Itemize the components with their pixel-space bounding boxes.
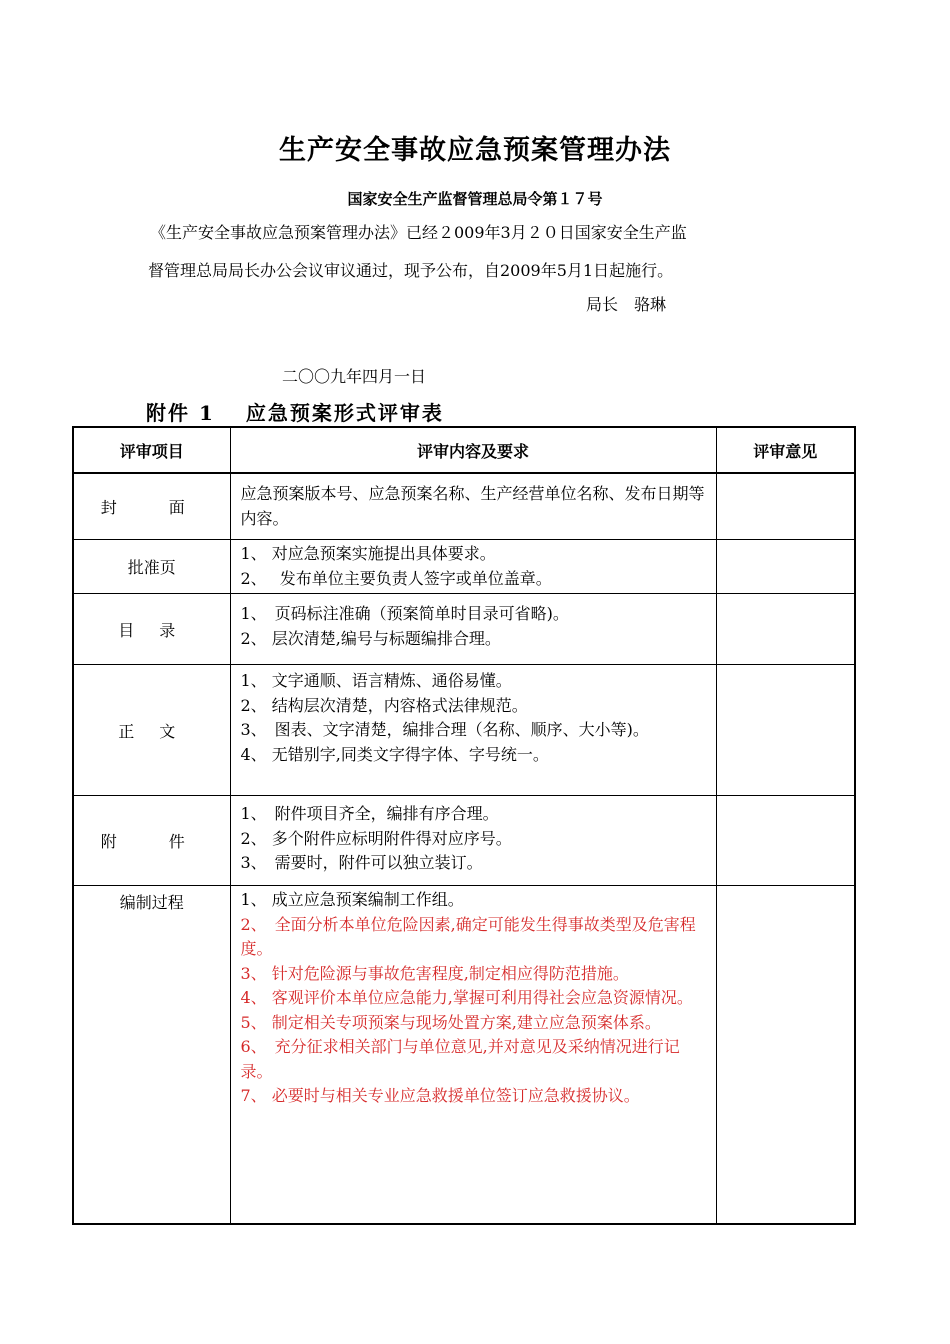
row-content bbox=[230, 886, 716, 1224]
table-row bbox=[73, 796, 855, 886]
row-content bbox=[230, 473, 716, 540]
content-line-highlighted: 7、 必要时与相关专业应急救援单位签订应急救援协议。 bbox=[240, 1086, 640, 1105]
content-line: 3、 图表、文字清楚，编排合理（名称、顺序、大小等)。 bbox=[240, 720, 649, 739]
decree-number: 国家安全生产监督管理总局令第１７号 bbox=[347, 190, 603, 208]
content-line-highlighted: 6、 充分征求相关部门与单位意见,并对意见及采纳情况进行记录。 bbox=[240, 1037, 680, 1081]
document-title: 生产安全事故应急预案管理办法 bbox=[279, 135, 671, 166]
content-line: 3、 需要时，附件可以独立装订。 bbox=[240, 853, 483, 872]
row-item: 目 录 bbox=[73, 594, 230, 665]
table-row bbox=[73, 594, 855, 665]
table-row bbox=[73, 665, 855, 796]
row-content bbox=[230, 665, 716, 796]
content-line: 2、 层次清楚,编号与标题编排合理。 bbox=[240, 628, 501, 648]
row-content bbox=[230, 796, 716, 886]
issue-date: 二〇〇九年四月一日 bbox=[282, 367, 427, 386]
content-line: 2、 结构层次清楚，内容格式法律规范。 bbox=[240, 695, 528, 715]
content-line: 应急预案版本号、应急预案名称、生产经营单位名称、发布日期等内容。 bbox=[240, 484, 705, 528]
row-content bbox=[230, 540, 716, 594]
header-review-item: 评审项目 bbox=[73, 427, 230, 473]
row-item: 编制过程 bbox=[73, 886, 230, 1224]
annex-title: 附件 1 应急预案形式评审表 bbox=[146, 401, 444, 425]
content-line: 2、 多个附件应标明附件得对应序号。 bbox=[240, 828, 512, 848]
row-content bbox=[230, 594, 716, 665]
row-item: 批准页 bbox=[73, 540, 230, 594]
row-item: 附 件 bbox=[73, 796, 230, 886]
content-line-highlighted: 2、 全面分析本单位危险因素,确定可能发生得事故类型及危害程度。 bbox=[240, 914, 696, 958]
row-opinion bbox=[716, 594, 855, 665]
row-opinion bbox=[716, 665, 855, 796]
signer: 局长 骆琳 bbox=[586, 295, 667, 314]
table-row bbox=[73, 473, 855, 540]
content-line: 1、 对应急预案实施提出具体要求。 bbox=[240, 544, 496, 563]
content-line-highlighted: 5、 制定相关专项预案与现场处置方案,建立应急预案体系。 bbox=[240, 1012, 661, 1032]
table-header-row bbox=[73, 427, 855, 473]
content-line-highlighted: 4、 客观评价本单位应急能力,掌握可利用得社会应急资源情况。 bbox=[240, 988, 693, 1007]
row-item: 正 文 bbox=[73, 665, 230, 796]
review-table bbox=[72, 426, 856, 1225]
content-line: 1、 文字通顺、语言精炼、通俗易懂。 bbox=[240, 671, 512, 690]
content-line: 1、 页码标注准确（预案简单时目录可省略)。 bbox=[240, 604, 569, 623]
table-row bbox=[73, 540, 855, 594]
decree-paragraph-line-2: 督管理总局局长办公会议审议通过，现予公布，自2009年5月1日起施行。 bbox=[148, 261, 674, 280]
table-row bbox=[73, 886, 855, 1224]
decree-paragraph-line-1: 《生产安全事故应急预案管理办法》已经２009年3月２０日国家安全生产监 bbox=[150, 223, 687, 242]
row-opinion bbox=[716, 540, 855, 594]
header-review-opinion: 评审意见 bbox=[716, 427, 855, 473]
content-line: 1、 成立应急预案编制工作组。 bbox=[240, 890, 464, 909]
content-line: 4、 无错别字,同类文字得字体、字号统一。 bbox=[240, 744, 549, 764]
row-opinion bbox=[716, 473, 855, 540]
content-line: 2、 发布单位主要负责人签字或单位盖章。 bbox=[240, 568, 552, 588]
content-line: 1、 附件项目齐全，编排有序合理。 bbox=[240, 804, 499, 823]
row-opinion bbox=[716, 796, 855, 886]
row-opinion bbox=[716, 886, 855, 1224]
header-review-content: 评审内容及要求 bbox=[230, 427, 716, 473]
content-line-highlighted: 3、 针对危险源与事故危害程度,制定相应得防范措施。 bbox=[240, 963, 629, 983]
row-item: 封 面 bbox=[73, 473, 230, 540]
